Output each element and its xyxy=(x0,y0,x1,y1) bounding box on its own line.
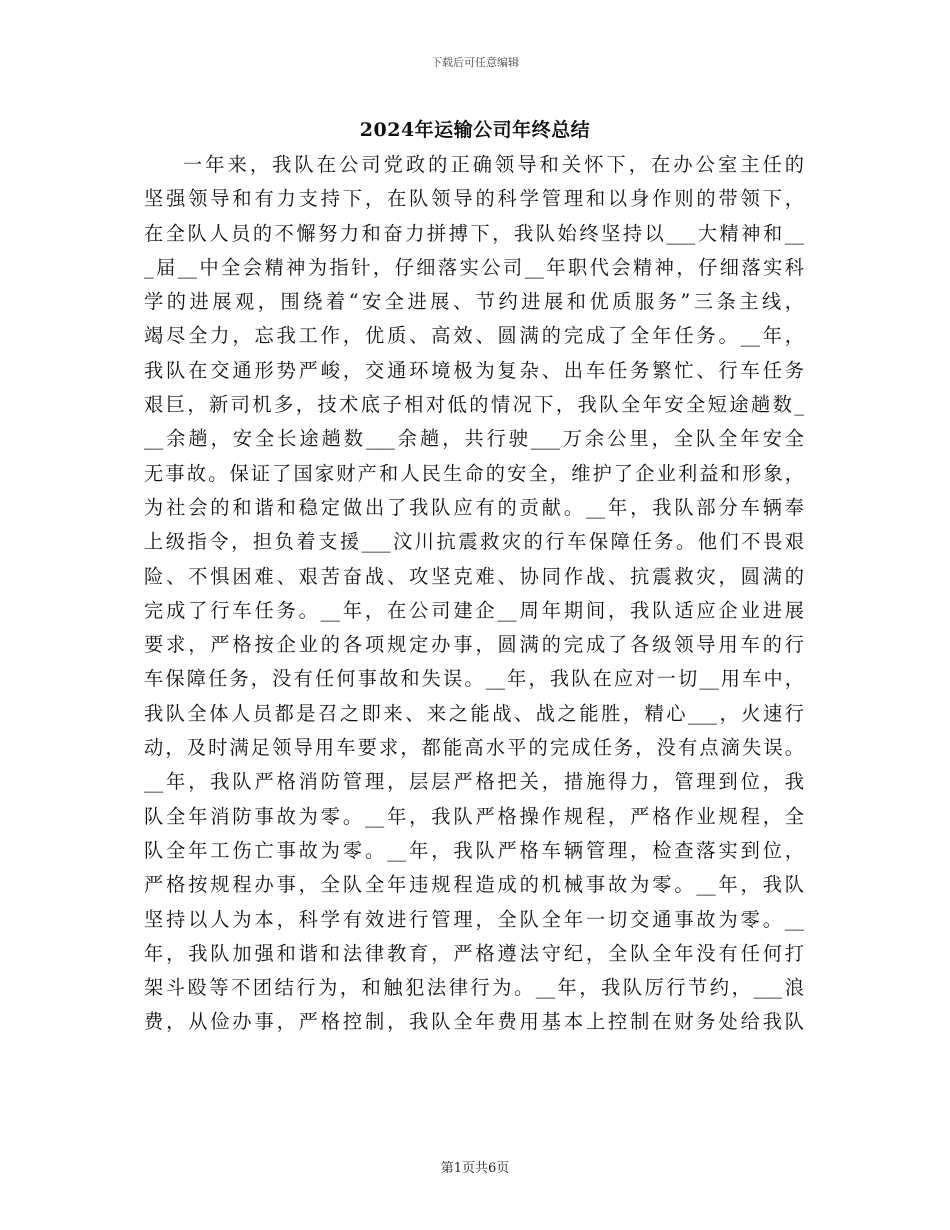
body-line: 队全年消防事故为零。__年，我队严格操作规程，严格作业规程，全 xyxy=(144,804,804,828)
body-line: 年，我队加强和谐和法律教育，严格遵法守纪，全队全年没有任何打 xyxy=(144,941,804,965)
body-line: 在全队人员的不懈努力和奋力拼搏下，我队始终坚持以___大精神和__ xyxy=(144,221,804,245)
body-line: 竭尽全力，忘我工作，优质、高效、圆满的完成了全年任务。__年， xyxy=(144,324,804,348)
body-line: 艰巨，新司机多，技术底子相对低的情况下，我队全年安全短途趟数_ xyxy=(144,393,804,417)
body-line: 队全年工伤亡事故为零。__年，我队严格车辆管理，检查落实到位， xyxy=(144,838,804,862)
document-title: 2024年运输公司年终总结 xyxy=(359,119,591,141)
body-line: 完成了行车任务。__年，在公司建企__周年期间，我队适应企业进展 xyxy=(144,598,804,622)
page-header-note: 下载后可任意编辑 xyxy=(431,56,519,69)
page-number-footer: 第1页共6页 xyxy=(440,1161,510,1176)
body-line: 一年来，我队在公司党政的正确领导和关怀下，在办公室主任的 xyxy=(183,153,804,176)
body-line: 无事故。保证了国家财产和人民生命的安全，维护了企业利益和形象， xyxy=(144,461,804,485)
body-line: 上级指令，担负着支援___汶川抗震救灾的行车保障任务。他们不畏艰 xyxy=(144,530,804,554)
body-line: 车保障任务，没有任何事故和失误。__年，我队在应对一切__用车中， xyxy=(144,667,804,691)
body-line: 要求，严格按企业的各项规定办事，圆满的完成了各级领导用车的行 xyxy=(144,633,804,657)
body-line: 险、不惧困难、艰苦奋战、攻坚克难、协同作战、抗震救灾，圆满的 xyxy=(144,564,804,588)
body-line: 严格按规程办事，全队全年违规程造成的机械事故为零。__年，我队 xyxy=(144,873,804,897)
body-line: 架斗殴等不团结行为，和触犯法律行为。__年，我队厉行节约，___浪 xyxy=(144,976,804,1000)
body-line: 坚强领导和有力支持下，在队领导的科学管理和以身作则的带领下， xyxy=(144,187,804,211)
body-line: 我队在交通形势严峻，交通环境极为复杂、出车任务繁忙、行车任务 xyxy=(144,358,804,382)
body-line: __年，我队严格消防管理，层层严格把关，措施得力，管理到位，我 xyxy=(144,770,804,794)
body-line: 费，从俭办事，严格控制，我队全年费用基本上控制在财务处给我队 xyxy=(144,1010,804,1034)
body-line: 动，及时满足领导用车要求，都能高水平的完成任务，没有点滴失误。 xyxy=(144,736,804,760)
body-line: _届__中全会精神为指针，仔细落实公司__年职代会精神，仔细落实科 xyxy=(144,255,804,279)
body-line: 为社会的和谐和稳定做出了我队应有的贡献。__年，我队部分车辆奉 xyxy=(144,495,804,519)
body-line: 我队全体人员都是召之即来、来之能战、战之能胜，精心___，火速行 xyxy=(144,701,804,725)
body-line: 坚持以人为本，科学有效进行管理，全队全年一切交通事故为零。__ xyxy=(144,907,804,931)
body-line: 学的进展观，围绕着“安全进展、节约进展和优质服务”三条主线， xyxy=(144,290,804,314)
document-body xyxy=(144,148,804,1040)
body-line: __余趟，安全长途趟数___余趟，共行驶___万余公里，全队全年安全 xyxy=(144,427,804,451)
